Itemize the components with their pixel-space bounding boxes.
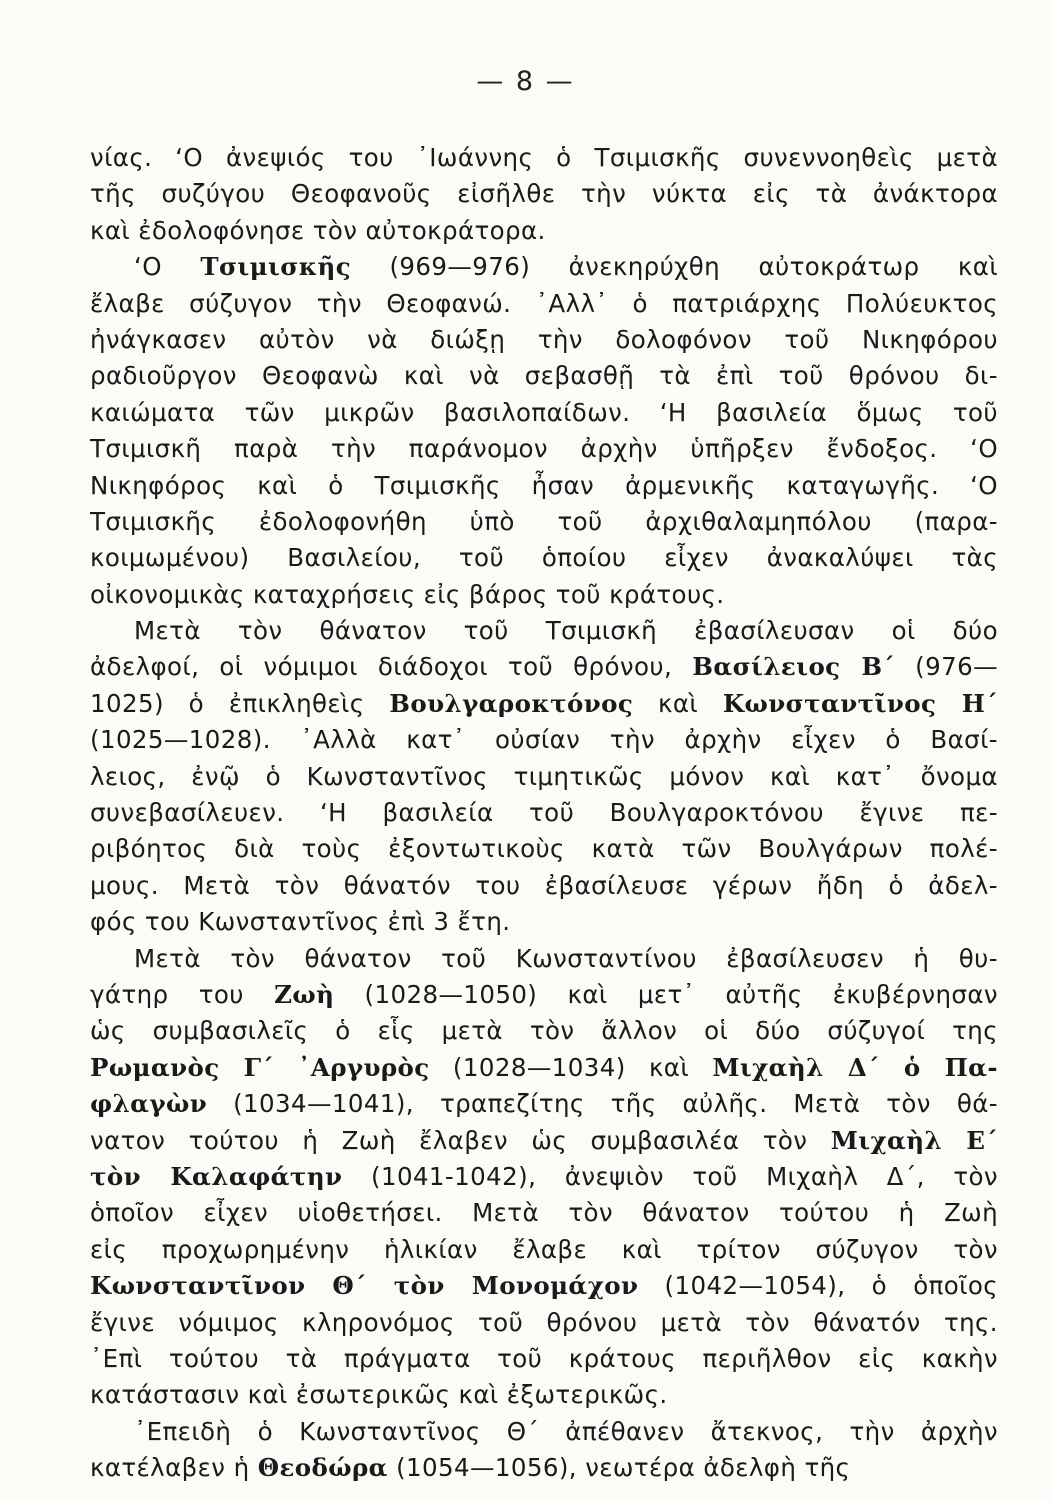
text-line (90, 1013, 998, 1049)
bold-name: Κωνσταντῖνος Η΄ (722, 688, 998, 718)
text-segment: μους. Μετὰ τὸν θάνατόν του ἐβασίλευσε γέρων ἤδη ὁ ἀδελ- (90, 870, 998, 900)
bold-name: Ρωμανὸς Γ΄ ᾿Αργυρὸς (90, 1052, 430, 1082)
bold-name: Ζωὴ (274, 979, 335, 1009)
bold-name: Τσιμισκῆς (200, 252, 352, 282)
text-segment: (1028—1050) καὶ μετ᾿ αὐτῆς ἐκυβέρνησαν (334, 979, 998, 1009)
bold-name: τὸν Καλαφάτην (90, 1161, 343, 1191)
text-segment: λειος, ἐνῷ ὁ Κωνσταντῖνος τιμητικῶς μόνον καὶ κατ᾿ ὄνομα (90, 761, 998, 791)
text-line (90, 1123, 998, 1159)
text-line (90, 358, 998, 394)
text-line (90, 686, 998, 722)
text-segment: οἰκονομικὰς καταχρήσεις εἰς βάρος τοῦ κράτους. (90, 579, 725, 609)
bold-name: Κωνσταντῖνον Θ΄ τὸν Μονομάχον (90, 1271, 639, 1301)
text-segment: ἀδελφοί, οἱ νόμιμοι διάδοχοι τοῦ θρόνου, (90, 652, 693, 682)
text-line (90, 1450, 998, 1486)
bold-name: Μιχαὴλ Δ΄ ὁ Πα- (712, 1052, 998, 1082)
text-segment: (976— (895, 652, 998, 682)
text-line (90, 1232, 998, 1268)
text-segment: κοιμωμένου) Βασιλείου, τοῦ ὁποίου εἶχεν ἀνακαλύψει τὰς (90, 543, 998, 573)
text-line (90, 1341, 998, 1377)
text-line (90, 831, 998, 867)
text-line (90, 868, 998, 904)
text-line (90, 1377, 998, 1413)
text-segment: νατον τούτου ἡ Ζωὴ ἔλαβεν ὡς συμβασιλέα τὸν (90, 1125, 831, 1155)
text-segment: ἠνάγκασεν αὐτὸν νὰ διώξῃ τὴν δολοφόνον τοῦ Νικηφόρου (90, 324, 998, 354)
text-segment: ‘Ο (134, 252, 201, 282)
text-line (90, 1195, 998, 1231)
text-line (90, 286, 998, 322)
page-number: — 8 — (476, 66, 575, 97)
text-line (90, 941, 998, 977)
bold-name: Βασίλειος Β΄ (692, 652, 896, 682)
text-line (90, 249, 998, 285)
text-segment: Τσιμισκῆς ἐδολοφονήθη ὑπὸ τοῦ ἀρχιθαλαμηπόλου (παρα- (90, 506, 998, 536)
text-line (90, 613, 998, 649)
text-segment: (1042—1054), ὁ ὁποῖος (638, 1271, 998, 1301)
text-segment: Τσιμισκῆ παρὰ τὴν παράνομον ἀρχὴν ὑπῆρξεν ἔνδοξος. ‘Ο (90, 434, 998, 464)
text-segment: Μετὰ τὸν θάνατον τοῦ Τσιμισκῆ ἐβασίλευσαν οἱ δύο (134, 616, 998, 646)
text-segment: καὶ ἐδολοφόνησε τὸν αὐτοκράτορα. (90, 215, 546, 245)
text-line (90, 176, 998, 212)
text-segment: (1041-1042), ἀνεψιὸν τοῦ Μιχαὴλ Δ΄, τὸν (342, 1161, 998, 1191)
text-segment: Μετὰ τὸν θάνατον τοῦ Κωνσταντίνου ἐβασίλευσεν ἡ θυ- (134, 943, 998, 973)
bold-name: Βουλγαροκτόνος (389, 688, 634, 718)
text-segment: ᾿Επὶ τούτου τὰ πράγματα τοῦ κράτους περιῆλθον εἰς κακὴν (90, 1343, 998, 1373)
text-segment: νίας. ‘Ο ἀνεψιός του ᾿Ιωάννης ὁ Τσιμισκῆς συνεννοηθεὶς μετὰ (90, 143, 998, 172)
text-line (90, 431, 998, 467)
text-line (90, 140, 998, 176)
text-segment: καιώματα τῶν μικρῶν βασιλοπαίδων. ‘Η βασιλεία ὅμως τοῦ (90, 397, 998, 427)
text-line (90, 1305, 998, 1341)
text-line (90, 540, 998, 576)
text-segment: ἔγινε νόμιμος κληρονόμος τοῦ θρόνου μετὰ τὸν θάνατόν της. (90, 1307, 998, 1337)
text-line (90, 1414, 998, 1450)
text-segment: κατάστασιν καὶ ἐσωτερικῶς καὶ ἐξωτερικῶς. (90, 1380, 668, 1410)
text-segment: κατέλαβεν ἡ (90, 1453, 258, 1483)
text-line (90, 759, 998, 795)
text-line (90, 395, 998, 431)
text-segment: (969—976) ἀνεκηρύχθη αὐτοκράτωρ καὶ (351, 252, 998, 282)
text-segment: ὡς συμβασιλεῖς ὁ εἷς μετὰ τὸν ἄλλον οἱ δύο σύζυγοί της (90, 1016, 998, 1046)
text-line (90, 1268, 998, 1304)
text-line (90, 213, 998, 249)
bold-name: Μιχαὴλ Ε΄ (830, 1125, 998, 1155)
text-segment: καὶ (633, 688, 723, 718)
text-segment: εἰς προχωρημένην ἡλικίαν ἔλαβε καὶ τρίτον σύζυγον τὸν (90, 1234, 998, 1264)
text-line (90, 504, 998, 540)
text-segment: γάτηρ του (90, 979, 275, 1009)
text-segment: (1034—1041), τραπεζίτης τῆς αὐλῆς. Μετὰ τὸν θά- (207, 1089, 998, 1119)
text-line (90, 1050, 998, 1086)
text-segment: 1025) ὁ ἐπικληθεὶς (90, 688, 390, 718)
text-line (90, 649, 998, 685)
text-line (90, 1159, 998, 1195)
bold-name: Θεοδώρα (257, 1453, 388, 1483)
text-line (90, 722, 998, 758)
text-segment: (1025—1028). ᾿Αλλὰ κατ᾿ οὐσίαν τὴν ἀρχὴν εἶχεν ὁ Βασί- (90, 725, 998, 755)
text-segment: ὁποῖον εἶχεν υἱοθετήσει. Μετὰ τὸν θάνατον τούτου ἡ Ζωὴ (90, 1198, 998, 1228)
text-segment: ᾿Επειδὴ ὁ Κωνσταντῖνος Θ΄ ἀπέθανεν ἄτεκνος, τὴν ἀρχὴν (134, 1416, 998, 1446)
text-segment: τῆς συζύγου Θεοφανοῦς εἰσῆλθε τὴν νύκτα εἰς τὰ ἀνάκτορα (90, 179, 998, 209)
text-segment: (1054—1056), νεωτέρα ἀδελφὴ τῆς (387, 1453, 851, 1483)
text-segment: (1028—1034) καὶ (429, 1052, 713, 1082)
text-line (90, 468, 998, 504)
text-segment: ριβόητος διὰ τοὺς ἐξοντωτικοὺς κατὰ τῶν Βουλγάρων πολέ- (90, 834, 998, 864)
text-segment: ἔλαβε σύζυγον τὴν Θεοφανώ. ᾿Αλλ᾿ ὁ πατριάρχης Πολύευκτος (90, 288, 998, 318)
text-line (90, 322, 998, 358)
text-segment: ραδιοῦργον Θεοφανὼ καὶ νὰ σεβασθῇ τὰ ἐπὶ τοῦ θρόνου δι- (90, 361, 998, 391)
text-line (90, 1086, 998, 1122)
text-segment: φός του Κωνσταντῖνος ἐπὶ 3 ἔτη. (90, 907, 511, 937)
text-line (90, 904, 998, 940)
text-segment: συνεβασίλευεν. ‘Η βασιλεία τοῦ Βουλγαροκτόνου ἔγινε πε- (90, 798, 998, 828)
bold-name: φλαγὼν (90, 1089, 208, 1119)
text-line (90, 977, 998, 1013)
body-text (90, 140, 998, 1486)
text-line (90, 577, 998, 613)
text-segment: Νικηφόρος καὶ ὁ Τσιμισκῆς ἦσαν ἀρμενικῆς καταγωγῆς. ‘Ο (90, 470, 998, 500)
text-line (90, 795, 998, 831)
